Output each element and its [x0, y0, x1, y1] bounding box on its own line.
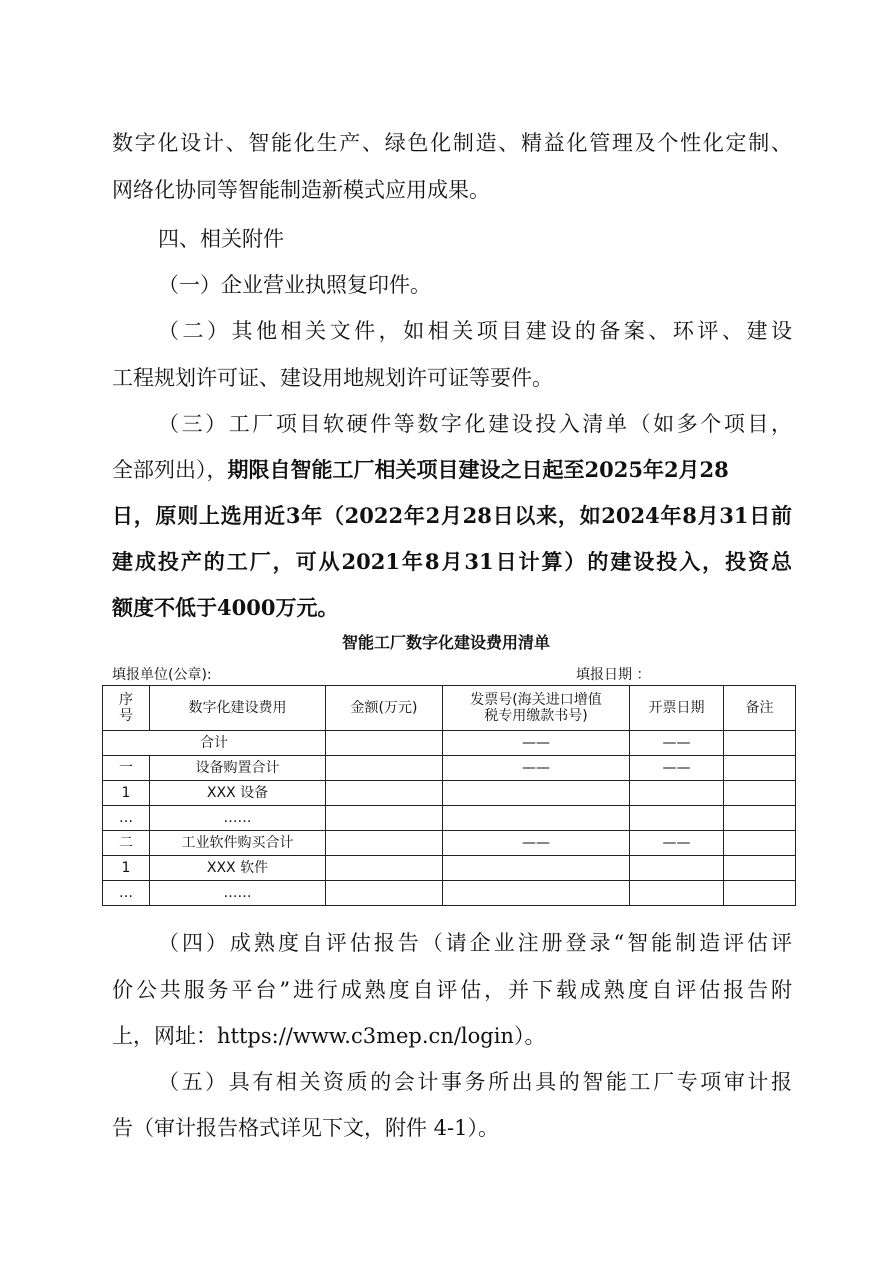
table-title: 智能工厂数字化建设费用清单	[341, 633, 550, 652]
table-cell	[326, 756, 443, 781]
table-row-total	[103, 731, 796, 756]
table-cell	[630, 881, 724, 906]
table-cell	[443, 806, 630, 831]
table-cell	[443, 781, 630, 806]
table-row	[103, 781, 796, 806]
table-cell	[326, 881, 443, 906]
header-remarks: 备注	[724, 686, 796, 731]
table-cell	[630, 856, 724, 881]
header-cost-item: 数字化建设费用	[150, 686, 326, 731]
attachment-item-4-line-2: 价公共服务平台”进行成熟度自评估，并下载成熟度自评估报告附	[112, 978, 792, 1002]
attachment-item-3-line-2	[112, 455, 792, 485]
dash-cell: ——	[443, 731, 630, 756]
row-item: ……	[150, 806, 326, 831]
row-item: 工业软件购买合计	[150, 831, 326, 856]
row-seq: …	[103, 806, 150, 831]
table-cell	[724, 881, 796, 906]
row-seq: 一	[103, 756, 150, 781]
fill-date-label: 填报日期 ：	[576, 667, 651, 683]
row-seq: 1	[103, 856, 150, 881]
dash-cell: ——	[443, 756, 630, 781]
dash-cell: ——	[443, 831, 630, 856]
intro-line-1: 数字化设计、智能化生产、绿色化制造、精益化管理及个性化定制、	[112, 131, 792, 155]
attachment-item-5-line-1: （五）具有相关资质的会计事务所出具的智能工厂专项审计报	[158, 1070, 792, 1094]
table-cell	[724, 856, 796, 881]
table-cell	[443, 881, 630, 906]
attachment-item-3-line-5: 额度不低于4000万元。	[112, 595, 339, 620]
intro-line-2: 网络化协同等智能制造新模式应用成果。	[112, 178, 490, 202]
table-cell	[724, 781, 796, 806]
row-item: 设备购置合计	[150, 756, 326, 781]
attachment-item-2-line-1: （二）其他相关文件，如相关项目建设的备案、环评、建设	[158, 319, 792, 343]
dash-cell: ——	[630, 731, 724, 756]
table-cell	[326, 781, 443, 806]
attachment-item-2-line-2: 工程规划许可证、建设用地规划许可证等要件。	[112, 366, 553, 390]
table-cell	[326, 856, 443, 881]
table-cell	[724, 731, 796, 756]
attachment-item-1: （一）企业营业执照复印件。	[158, 273, 431, 297]
header-seq: 序 号	[103, 686, 150, 731]
table-cell	[724, 806, 796, 831]
dash-cell: ——	[630, 831, 724, 856]
attachment-item-4-line-3: 上，网址：https://www.c3mep.cn/login）。	[112, 1024, 546, 1048]
table-cell	[326, 731, 443, 756]
row-seq: 1	[103, 781, 150, 806]
total-label: 合计	[103, 731, 326, 756]
row-seq: 二	[103, 831, 150, 856]
table-row	[103, 806, 796, 831]
attachment-item-3-line-4: 建成投产的工厂，可从2021年8月31日计算）的建设投入，投资总	[112, 549, 792, 574]
attachment-item-4-line-1: （四）成熟度自评估报告（请企业注册登录“智能制造评估评	[158, 931, 792, 955]
table-row	[103, 756, 796, 781]
cost-table	[102, 685, 796, 906]
table-cell	[724, 756, 796, 781]
table-header-row	[103, 686, 796, 731]
row-item: XXX 设备	[150, 781, 326, 806]
table-cell	[630, 806, 724, 831]
attachment-item-5-line-2: 告（审计报告格式详见下文，附件 4-1）。	[112, 1116, 499, 1140]
header-invoice-date: 开票日期	[630, 686, 724, 731]
header-amount: 金额(万元)	[326, 686, 443, 731]
fill-unit-label: 填报单位(公章):	[112, 667, 212, 683]
table-row	[103, 856, 796, 881]
table-cell	[724, 831, 796, 856]
attachment-item-3-normal-text: 全部列出），	[112, 458, 228, 482]
row-item: ……	[150, 881, 326, 906]
table-cell	[326, 831, 443, 856]
attachment-item-3-line-3: 日，原则上选用近3年（2022年2月28日以来，如2024年8月31日前	[112, 503, 792, 528]
header-invoice-number: 发票号(海关进口增值 税专用缴款书号)	[443, 686, 630, 731]
table-cell	[443, 856, 630, 881]
attachment-item-3-line-1: （三）工厂项目软硬件等数字化建设投入清单（如多个项目，	[158, 412, 792, 436]
section-heading: 四、相关附件	[158, 227, 284, 251]
row-item: XXX 软件	[150, 856, 326, 881]
table-cell	[326, 806, 443, 831]
table-row	[103, 881, 796, 906]
table-row	[103, 831, 796, 856]
table-cell	[630, 781, 724, 806]
row-seq: …	[103, 881, 150, 906]
dash-cell: ——	[630, 756, 724, 781]
attachment-item-3-bold-text: 期限自智能工厂相关项目建设之日起至2025年2月28	[227, 457, 729, 482]
